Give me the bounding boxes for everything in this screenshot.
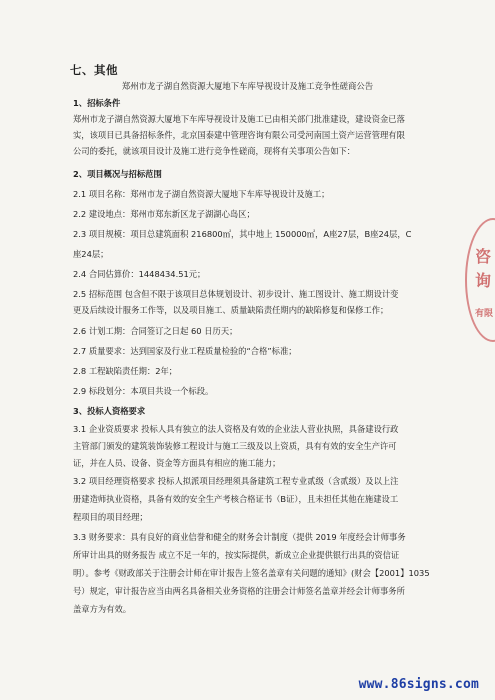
item-pm-requirement-cont: 程项目的项目经理； (73, 512, 148, 522)
document-title: 郑州市龙子湖自然资源大厦地下车库导视设计及施工竞争性磋商公告 (121, 81, 374, 91)
item-financial-cont: 明）。参考《财政部关于注册会计师在审计报告上签名盖章有关问题的通知》(财会【2001】1035 (73, 568, 430, 578)
paragraph-line: 郑州市龙子湖自然资源大厦地下车库导视设计及施工已由相关部门批准建设，建设资金已落 (73, 114, 405, 124)
item-qualification-cont: 证，并在人员、设备、资金等方面具有相应的施工能力； (73, 458, 281, 468)
item-financial-cont: 号）规定，审计报告应当由两名具备相关业务资格的注册会计师签名盖章并经会计师事务所 (73, 586, 405, 596)
section-heading: 七、其他 (70, 63, 118, 77)
item-quality: 2.7 质量要求：达到国家及行业工程质量检验的“合格”标准； (73, 346, 297, 356)
paragraph-line: 公司的委托，就该项目设计及施工进行竞争性磋商，现将有关事项公告如下： (73, 146, 356, 156)
item-location: 2.2 建设地点：郑州市郑东新区龙子湖湖心岛区； (73, 209, 255, 219)
item-schedule: 2.6 计划工期：合同签订之日起 60 日历天； (73, 326, 238, 336)
subheading-project-overview: 2、项目概况与招标范围 (73, 169, 162, 179)
site-watermark: www.86signs.com (358, 677, 479, 692)
item-pm-requirement-cont: 册建造师执业资格，具备有效的安全生产考核合格证书（B证），且未担任其他在施建设工 (73, 494, 399, 504)
red-seal-stamp: 咨 询 有限 (465, 218, 495, 342)
item-project-name: 2.1 项目名称：郑州市龙子湖自然资源大厦地下车库导视设计及施工； (73, 189, 330, 199)
item-scale-cont: 座24层； (73, 249, 109, 259)
paragraph-line: 实，该项目已具备招标条件，北京国泰建中管理咨询有限公司受河南国土资产运营管理有限 (73, 130, 405, 140)
item-lot-division: 2.9 标段划分：本项目共设一个标段。 (73, 386, 214, 396)
item-pm-requirement: 3.2 项目经理资格要求 投标人拟派项目经理须具备建筑工程专业贰级（含贰级）及以上注 (73, 476, 399, 486)
item-contract-price: 2.4 合同估算价：1448434.51元； (73, 269, 206, 279)
item-defect-period: 2.8 工程缺陷责任期：2年； (73, 366, 178, 376)
item-qualification: 3.1 企业资质要求 投标人具有独立的法人资格及有效的企业法人营业执照，具备建设行政 (73, 424, 399, 434)
item-scale: 2.3 项目规模：项目总建筑面积 216800㎡，其中地上 150000㎡，A座27层，B座24层，C (73, 229, 412, 239)
item-scope-cont: 更及后续设计服务工作等，以及项目施工、质量缺陷责任期内的缺陷修复和保修工作； (73, 305, 389, 315)
subheading-bidding-conditions: 1、招标条件 (73, 98, 121, 108)
subheading-qualification: 3、投标人资格要求 (73, 406, 146, 416)
item-qualification-cont: 主管部门颁发的建筑装饰装修工程设计与施工三级及以上资质，具有有效的安全生产许可 (73, 441, 397, 451)
item-financial: 3.3 财务要求：具有良好的商业信誉和健全的财务会计制度（提供 2019 年度经会计师事务 (73, 532, 406, 542)
item-financial-cont: 所审计出具的财务报告 成立不足一年的，按实际提供，新成立企业提供银行出具的资信证 (73, 550, 400, 560)
item-financial-cont: 盖章方为有效。 (73, 604, 132, 614)
item-scope: 2.5 招标范围 包含但不限于该项目总体规划设计、初步设计、施工图设计、施工期设计变 (73, 289, 399, 299)
